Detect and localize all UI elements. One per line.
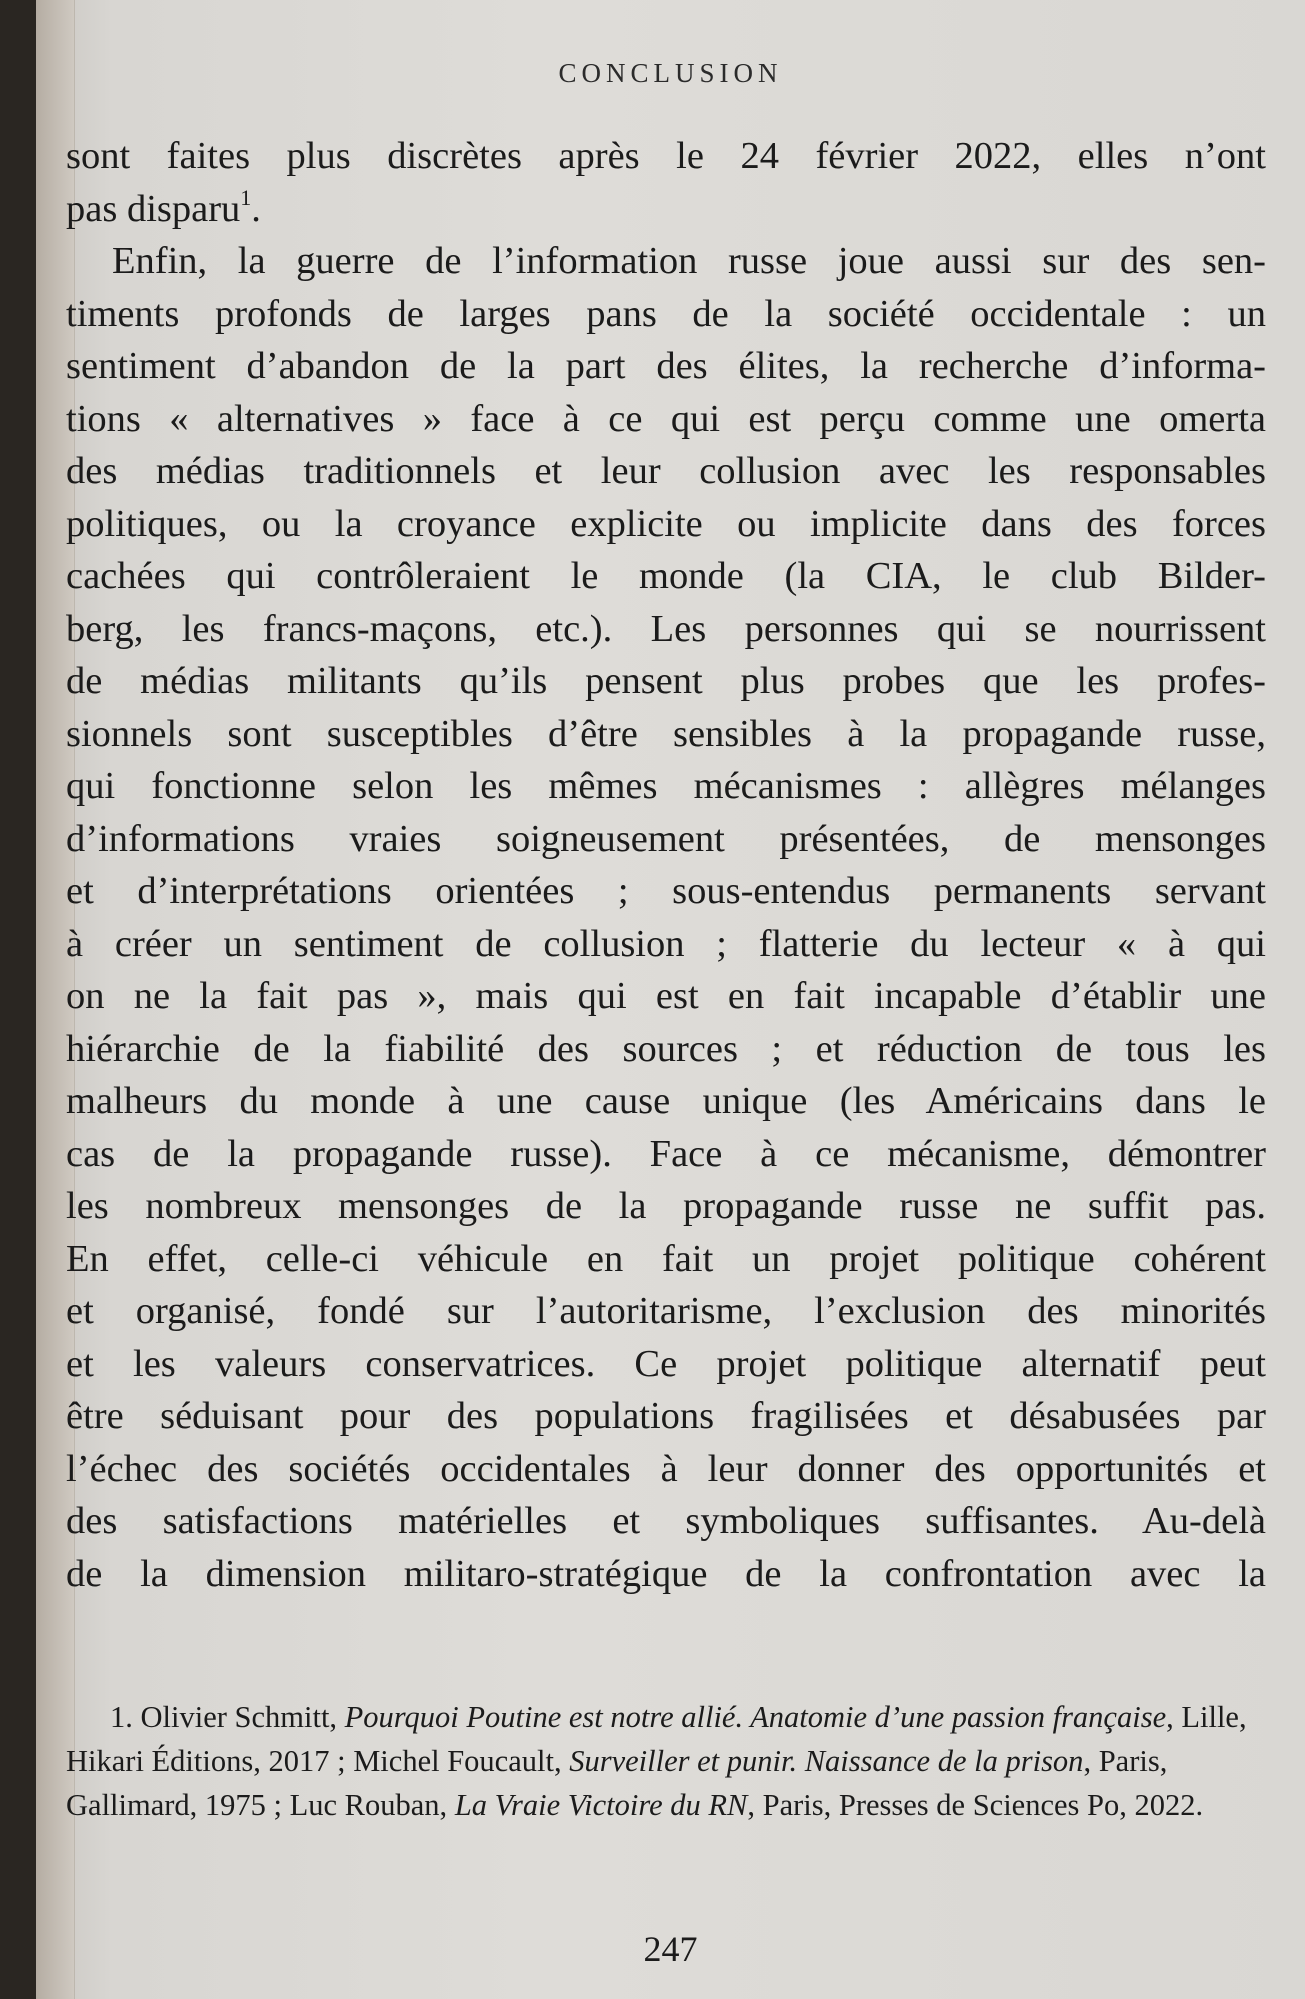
text-line: Enfin, la guerre de l’information russe joue aussi sur des sen- [112, 240, 1266, 282]
text-line: on ne la fait pas », mais qui est en fait incapable d’établir une [66, 975, 1266, 1017]
footnote-publisher: , Paris, Presses de Sciences Po, 2022. [747, 1788, 1204, 1822]
footnote-marker: 1 [240, 184, 252, 210]
text-line: être séduisant pour des populations fragilisées et désabusées par [66, 1395, 1266, 1437]
text-line: à créer un sentiment de collusion ; flatterie du lecteur « à qui [66, 922, 1266, 965]
text-line: d’informations vraies soigneusement présentées, de mensonges [66, 817, 1266, 860]
text-line: berg, les francs-maçons, etc.). Les personnes qui se nourrissent [66, 607, 1266, 650]
text-line: et d’interprétations orientées ; sous-entendus permanents servant [66, 870, 1266, 912]
text-line: timents profonds de larges pans de la société occidentale : un [66, 292, 1266, 335]
text-line: des satisfactions matérielles et symboliques suffisantes. Au-delà [66, 1500, 1266, 1542]
footnote-title: Surveiller et punir. [569, 1744, 798, 1778]
text-line: de médias militants qu’ils pensent plus probes que les profes- [66, 660, 1266, 702]
text-line: qui fonctionne selon les mêmes mécanismes : allègres mélanges [66, 765, 1266, 807]
text-line: sentiment d’abandon de la part des élites, la recherche d’informa- [66, 345, 1266, 387]
text-line: l’échec des sociétés occidentales à leur donner des opportunités et [66, 1447, 1266, 1490]
footnote-title: Naissance de la prison [804, 1744, 1084, 1778]
text-line: malheurs du monde à une cause unique (les Américains dans le [66, 1080, 1266, 1122]
text-line: cas de la propagande russe). Face à ce mécanisme, démontrer [66, 1132, 1266, 1175]
text-line: hiérarchie de la fiabilité des sources ; et réduction de tous les [66, 1027, 1266, 1070]
footnote-title: du RN [670, 1788, 748, 1822]
running-head: CONCLUSION [558, 58, 783, 88]
text-line: des médias traditionnels et leur collusion avec les responsables [66, 450, 1266, 492]
footnote-author: Olivier Schmitt, [140, 1700, 338, 1734]
footnote-title: Pourquoi Poutine est notre allié. Anatomie d’une passion [344, 1700, 1045, 1734]
text-line: et organisé, fondé sur l’autoritarisme, l’exclusion des minorités [66, 1290, 1266, 1332]
text-line: pas disparu$^1$. [66, 184, 261, 230]
page-number: 247 [643, 1929, 698, 1969]
text-line: de la dimension militaro-stratégique de la confrontation avec la [66, 1552, 1266, 1595]
footnote-publisher: , Paris, Gallimard, 1975 ; Luc Rouban, [66, 1744, 1168, 1822]
text-line: tions « alternatives » face à ce qui est perçu comme une omerta [66, 397, 1266, 440]
book-page [36, 0, 1305, 1999]
text-line: sionnels sont susceptibles d’être sensibles à la propagande russe, [66, 712, 1266, 755]
footnote [66, 1695, 1266, 1827]
text-line: les nombreux mensonges de la propagande russe ne suffit pas. [66, 1185, 1266, 1227]
text-line-content: pas disparu [66, 187, 241, 230]
footnote-publisher: , Lille, Hikari Éditions, 2017 ; Michel Foucault, [66, 1700, 1247, 1778]
text-line: En effet, celle-ci véhicule en fait un projet politique cohérent [66, 1237, 1266, 1280]
text-line: politiques, ou la croyance explicite ou implicite dans des forces [66, 502, 1266, 545]
footnote-number: 1. [110, 1700, 133, 1734]
body-text [66, 130, 1266, 1600]
footnote-title: La Vraie Victoire [454, 1788, 663, 1822]
text-line: et les valeurs conservatrices. Ce projet politique alternatif peut [66, 1342, 1266, 1385]
footnote-title: française [1052, 1700, 1167, 1734]
text-line: cachées qui contrôleraient le monde (la CIA, le club Bilder- [66, 555, 1266, 597]
text-line: sont faites plus discrètes après le 24 février 2022, elles n’ont [66, 135, 1266, 177]
